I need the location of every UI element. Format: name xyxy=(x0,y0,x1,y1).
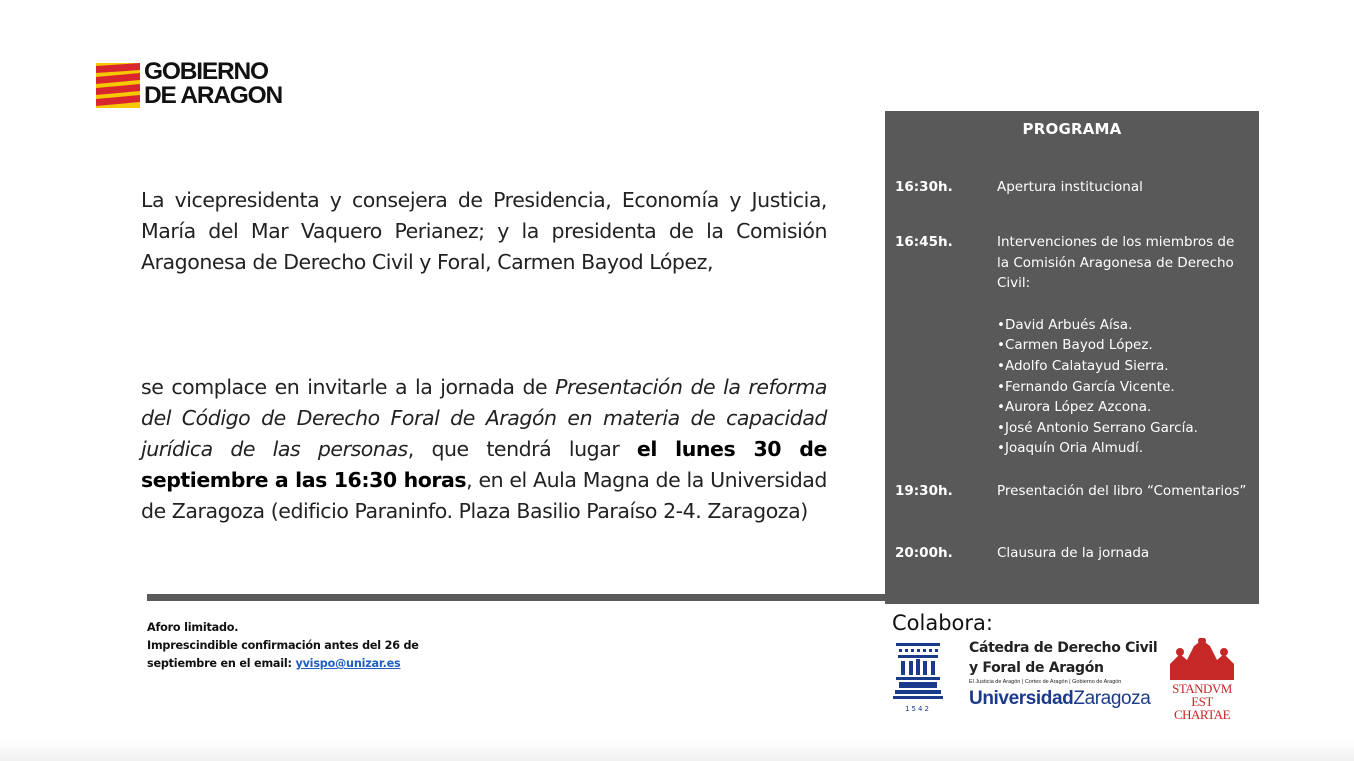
email-link[interactable]: yvispo@unizar.es xyxy=(295,657,401,670)
program-panel xyxy=(885,111,1259,604)
catedra-name xyxy=(969,638,1157,678)
standum-motto xyxy=(1162,682,1242,721)
program-time: 16:45h. xyxy=(895,234,953,250)
confirmation-text: Imprescindible confirmación antes del 26 de septiembre en el email: xyxy=(147,639,419,670)
limited-capacity-note: Aforo limitado. xyxy=(147,621,239,634)
logo-wordmark xyxy=(144,60,282,108)
member-item: •Fernando García Vicente. xyxy=(997,378,1175,395)
crest-year: 1542 xyxy=(905,705,931,713)
confirmation-note xyxy=(147,637,437,673)
program-time: 20:00h. xyxy=(895,545,953,561)
member-item: •Aurora López Azcona. xyxy=(997,399,1152,416)
invitation-text-part2: , que tendrá lugar xyxy=(407,437,637,461)
logo-line-2: DE ARAGON xyxy=(144,82,283,109)
member-item: •David Arbués Aísa. xyxy=(997,316,1133,333)
catedra-sponsors: El Justicia de Aragón | Cortes de Aragón | Gobierno de Aragón xyxy=(969,679,1122,685)
university-name-rest: Zaragoza xyxy=(1073,688,1151,709)
program-description: Clausura de la jornada xyxy=(997,545,1150,561)
catedra-line-1: Cátedra de Derecho Civil xyxy=(969,640,1158,656)
standum-line-2: EST CHARTAE xyxy=(1173,694,1231,722)
program-description-block xyxy=(997,232,1247,459)
catedra-line-2: y Foral de Aragón xyxy=(969,660,1104,676)
university-crest-icon xyxy=(893,641,943,713)
member-item: •Joaquín Oria Almudí. xyxy=(997,440,1143,457)
member-item: •Carmen Bayod López. xyxy=(997,337,1153,354)
event-date-time: el lunes 30 de septiembre a las 16:30 horas xyxy=(141,437,827,492)
program-description: Intervenciones de los miembros de la Comisión Aragonesa de Derecho Civil: xyxy=(997,234,1235,292)
member-item: •Adolfo Calatayud Sierra. xyxy=(997,357,1169,374)
event-title: Presentación de la reforma del Código de Derecho Foral de Aragón en materia de capacidad jurídica de las personas xyxy=(141,375,827,461)
invitation-event-paragraph xyxy=(141,372,827,527)
logo-line-1: GOBIERNO xyxy=(144,58,268,85)
section-divider xyxy=(147,594,887,601)
gobierno-aragon-logo xyxy=(96,60,308,110)
program-description: Presentación del libro “Comentarios” xyxy=(997,483,1247,499)
program-title: PROGRAMA xyxy=(1022,120,1122,138)
invitation-text-part3: , en el Aula Magna de la Universidad de Zaragoza (edificio Paraninfo. Plaza Basilio Paraíso 2-4. Zaragoza) xyxy=(141,468,827,523)
program-time: 16:30h. xyxy=(895,179,953,195)
aragon-flag-icon xyxy=(96,63,140,108)
university-name xyxy=(969,688,1150,710)
commission-members-list xyxy=(997,315,1247,459)
attendance-notes xyxy=(147,619,437,673)
invitation-text-part1: se complace en invitarle a la jornada de xyxy=(141,375,556,399)
member-item: •José Antonio Serrano García. xyxy=(997,419,1198,436)
invitation-hosts-paragraph: La vicepresidenta y consejera de Presidencia, Economía y Justicia, María del Mar Vaquero Perianez; y la presidenta de la Comisión Aragonesa de Derecho Civil y Foral, Carmen Bayod López, xyxy=(141,188,827,274)
program-time: 19:30h. xyxy=(895,483,953,499)
colabora-label: Colabora: xyxy=(892,611,993,635)
page-bottom-fade xyxy=(0,739,1354,761)
program-description: Apertura institucional xyxy=(997,179,1143,195)
standum-line-1: STANDVM xyxy=(1172,681,1232,696)
university-name-bold: Universidad xyxy=(969,688,1074,709)
